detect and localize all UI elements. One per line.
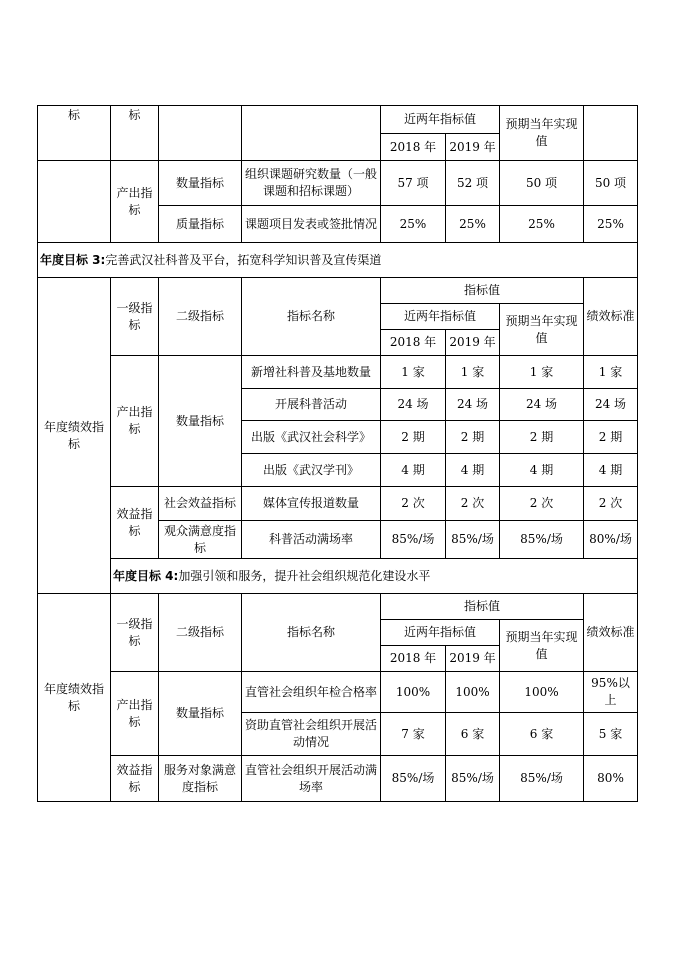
- g4-benefit-label: 效益指标: [111, 756, 159, 802]
- t1-quality-label: 质量指标: [159, 206, 242, 243]
- t1-quantity-label: 数量指标: [159, 161, 242, 206]
- t1-value-expected: 50 项: [500, 161, 584, 206]
- g4-indicator-name-head: 指标名称: [242, 594, 381, 672]
- t1-value-2019: 25%: [446, 206, 500, 243]
- g4-satisfaction-label: 服务对象满意度指标: [159, 756, 242, 802]
- g3-value-expected: 2 期: [500, 421, 584, 454]
- g3-value-2018: 24 场: [381, 389, 446, 421]
- g4-value-2019: 85%/场: [446, 756, 500, 802]
- g4-value-2019: 100%: [446, 672, 500, 713]
- g3-value-2018: 2 次: [381, 487, 446, 521]
- g3-indicator-name: 出版《武汉社会科学》: [242, 421, 381, 454]
- t1-output-label: 产出指标: [111, 161, 159, 243]
- g3-value-standard: 2 期: [584, 421, 638, 454]
- g4-indicator-name: 直管社会组织年检合格率: [242, 672, 381, 713]
- g3-expected-current: 预期当年实现值: [500, 304, 584, 356]
- t1-empty-cell: [159, 106, 242, 161]
- t1-value-2019: 52 项: [446, 161, 500, 206]
- goal4-text: 加强引领和服务，提升社会组织规范化建设水平: [178, 568, 431, 583]
- g3-level2-head: 二级指标: [159, 278, 242, 356]
- g3-indicator-name: 出版《武汉学刊》: [242, 454, 381, 487]
- g3-performance-standard-head: 绩效标准: [584, 278, 638, 356]
- g4-value-2018: 7 家: [381, 713, 446, 756]
- goal3-title-row: [38, 243, 638, 278]
- g3-social-benefit-label: 社会效益指标: [159, 487, 242, 521]
- g3-value-expected: 4 期: [500, 454, 584, 487]
- g3-value-expected: 1 家: [500, 356, 584, 389]
- goal4-label: 年度目标 4:: [113, 568, 179, 583]
- g3-value-2018: 2 期: [381, 421, 446, 454]
- t1-col1-head: 标: [38, 106, 111, 161]
- g4-expected-current: 预期当年实现值: [500, 620, 584, 672]
- g4-value-2018: 85%/场: [381, 756, 446, 802]
- t1-value-standard: 50 项: [584, 161, 638, 206]
- g3-recent-two-years: 近两年指标值: [381, 304, 500, 330]
- t1-value-2018: 57 项: [381, 161, 446, 206]
- t1-expected-current: 预期当年实现值: [500, 106, 584, 161]
- g3-year-2018: 2018 年: [381, 330, 446, 356]
- g3-value-2019: 4 期: [446, 454, 500, 487]
- g4-indicator-value-head: 指标值: [381, 594, 584, 620]
- g3-value-standard: 4 期: [584, 454, 638, 487]
- t1-recent-two-years: 近两年指标值: [381, 106, 500, 134]
- g3-value-2018: 4 期: [381, 454, 446, 487]
- g3-value-2018: 1 家: [381, 356, 446, 389]
- g4-year-2018: 2018 年: [381, 646, 446, 672]
- g3-value-2019: 2 次: [446, 487, 500, 521]
- g3-annual-indicator: 年度绩效指标: [38, 278, 111, 594]
- g4-value-expected: 85%/场: [500, 756, 584, 802]
- g3-value-2019: 1 家: [446, 356, 500, 389]
- g3-level1-head: 一级指标: [111, 278, 159, 356]
- g4-value-standard: 80%: [584, 756, 638, 802]
- g4-quantity-label: 数量指标: [159, 672, 242, 756]
- t1-value-2018: 25%: [381, 206, 446, 243]
- t1-year-2019: 2019 年: [446, 134, 500, 161]
- g4-performance-standard-head: 绩效标准: [584, 594, 638, 672]
- t1-value-expected: 25%: [500, 206, 584, 243]
- t1-empty-cell: [242, 106, 381, 161]
- g3-indicator-name: 开展科普活动: [242, 389, 381, 421]
- g3-satisfaction-label: 观众满意度指标: [159, 521, 242, 559]
- t1-empty-cell: [584, 106, 638, 161]
- g3-output-label: 产出指标: [111, 356, 159, 487]
- g3-quantity-label: 数量指标: [159, 356, 242, 487]
- g3-value-expected: 85%/场: [500, 521, 584, 559]
- g3-value-expected: 24 场: [500, 389, 584, 421]
- g4-value-expected: 100%: [500, 672, 584, 713]
- g4-value-2018: 100%: [381, 672, 446, 713]
- g4-year-2019: 2019 年: [446, 646, 500, 672]
- t1-col2-head: 标: [111, 106, 159, 161]
- g3-indicator-value-head: 指标值: [381, 278, 584, 304]
- goal4-title-row: [111, 559, 638, 594]
- g3-year-2019: 2019 年: [446, 330, 500, 356]
- g3-value-expected: 2 次: [500, 487, 584, 521]
- g4-indicator-name: 资助直管社会组织开展活动情况: [242, 713, 381, 756]
- g3-value-standard: 80%/场: [584, 521, 638, 559]
- g4-level2-head: 二级指标: [159, 594, 242, 672]
- g4-indicator-name: 直管社会组织开展活动满场率: [242, 756, 381, 802]
- g3-value-standard: 2 次: [584, 487, 638, 521]
- g3-value-2019: 85%/场: [446, 521, 500, 559]
- g3-value-2018: 85%/场: [381, 521, 446, 559]
- t1-value-standard: 25%: [584, 206, 638, 243]
- g3-indicator-name: 新增社科普及基地数量: [242, 356, 381, 389]
- t1-indicator-name: 课题项目发表或签批情况: [242, 206, 381, 243]
- g3-value-standard: 24 场: [584, 389, 638, 421]
- g3-value-2019: 24 场: [446, 389, 500, 421]
- g4-value-standard: 5 家: [584, 713, 638, 756]
- g4-value-2019: 6 家: [446, 713, 500, 756]
- g4-value-expected: 6 家: [500, 713, 584, 756]
- g4-value-standard: 95%以上: [584, 672, 638, 713]
- g4-recent-two-years: 近两年指标值: [381, 620, 500, 646]
- g3-benefit-label: 效益指标: [111, 487, 159, 559]
- g4-annual-indicator: 年度绩效指标: [38, 594, 111, 802]
- performance-table: [37, 105, 638, 802]
- goal3-label: 年度目标 3:: [40, 252, 106, 267]
- g3-indicator-name: 科普活动满场率: [242, 521, 381, 559]
- t1-year-2018: 2018 年: [381, 134, 446, 161]
- g3-value-2019: 2 期: [446, 421, 500, 454]
- g4-output-label: 产出指标: [111, 672, 159, 756]
- g3-indicator-name: 媒体宣传报道数量: [242, 487, 381, 521]
- t1-indicator-name: 组织课题研究数量（一般课题和招标课题）: [242, 161, 381, 206]
- g4-level1-head: 一级指标: [111, 594, 159, 672]
- g3-indicator-name-head: 指标名称: [242, 278, 381, 356]
- g3-value-standard: 1 家: [584, 356, 638, 389]
- t1-empty-cell: [38, 161, 111, 243]
- goal3-text: 完善武汉社科普及平台，拓宽科学知识普及宣传渠道: [105, 252, 382, 267]
